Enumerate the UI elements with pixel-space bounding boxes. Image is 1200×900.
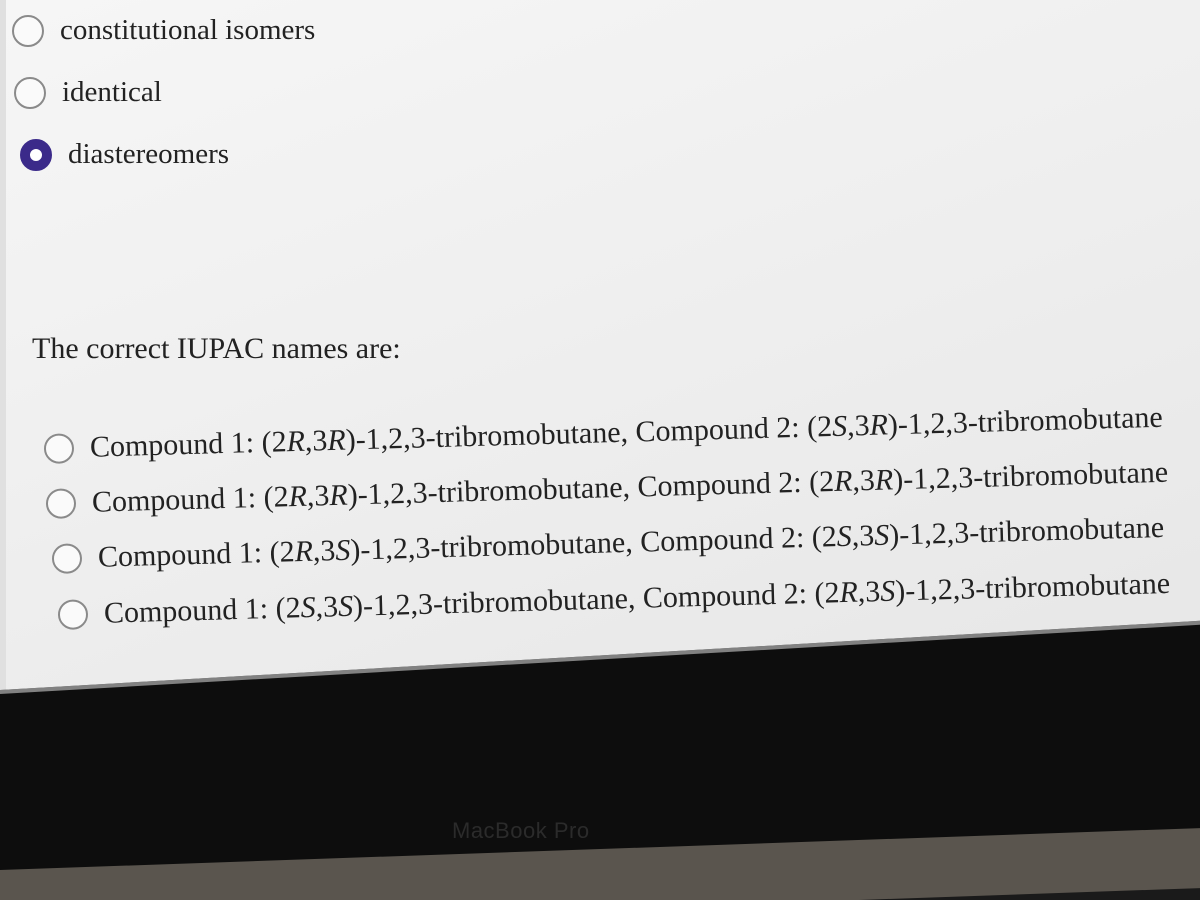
- radio-button[interactable]: [44, 433, 75, 464]
- option-label: Compound 1: (2R,3R)-1,2,3-tribromobutane, Compound 2: (2S,3R)-1,2,3-tribromobutane: [89, 400, 1164, 464]
- radio-button[interactable]: [14, 77, 46, 109]
- option-label: diastereomers: [68, 138, 230, 170]
- name-option-3[interactable]: [52, 511, 1165, 576]
- name-option-1[interactable]: [44, 401, 1164, 466]
- option-label: Compound 1: (2R,3R)-1,2,3-tribromobutane, Compound 2: (2R,3R)-1,2,3-tribromobutane: [91, 455, 1169, 519]
- name-option-2[interactable]: [46, 456, 1169, 521]
- option-identical[interactable]: [14, 76, 162, 109]
- name-option-4[interactable]: [58, 567, 1171, 632]
- radio-button[interactable]: [52, 543, 83, 574]
- radio-button[interactable]: [12, 15, 44, 47]
- option-label: Compound 1: (2S,3S)-1,2,3-tribromobutane, Compound 2: (2R,3S)-1,2,3-tribromobutane: [103, 566, 1171, 630]
- radio-button[interactable]: [46, 488, 77, 519]
- option-label: constitutional isomers: [60, 14, 316, 46]
- option-label: identical: [62, 76, 162, 108]
- option-diastereomers[interactable]: [20, 138, 229, 171]
- window-edge: [0, 0, 6, 730]
- device-brand-label: MacBook Pro: [452, 818, 590, 843]
- radio-button[interactable]: [58, 599, 89, 630]
- option-constitutional-isomers[interactable]: [12, 14, 315, 47]
- radio-button-selected[interactable]: [20, 139, 52, 171]
- question-prompt: The correct IUPAC names are:: [32, 332, 401, 365]
- option-label: Compound 1: (2R,3S)-1,2,3-tribromobutane, Compound 2: (2S,3S)-1,2,3-tribromobutane: [97, 510, 1165, 574]
